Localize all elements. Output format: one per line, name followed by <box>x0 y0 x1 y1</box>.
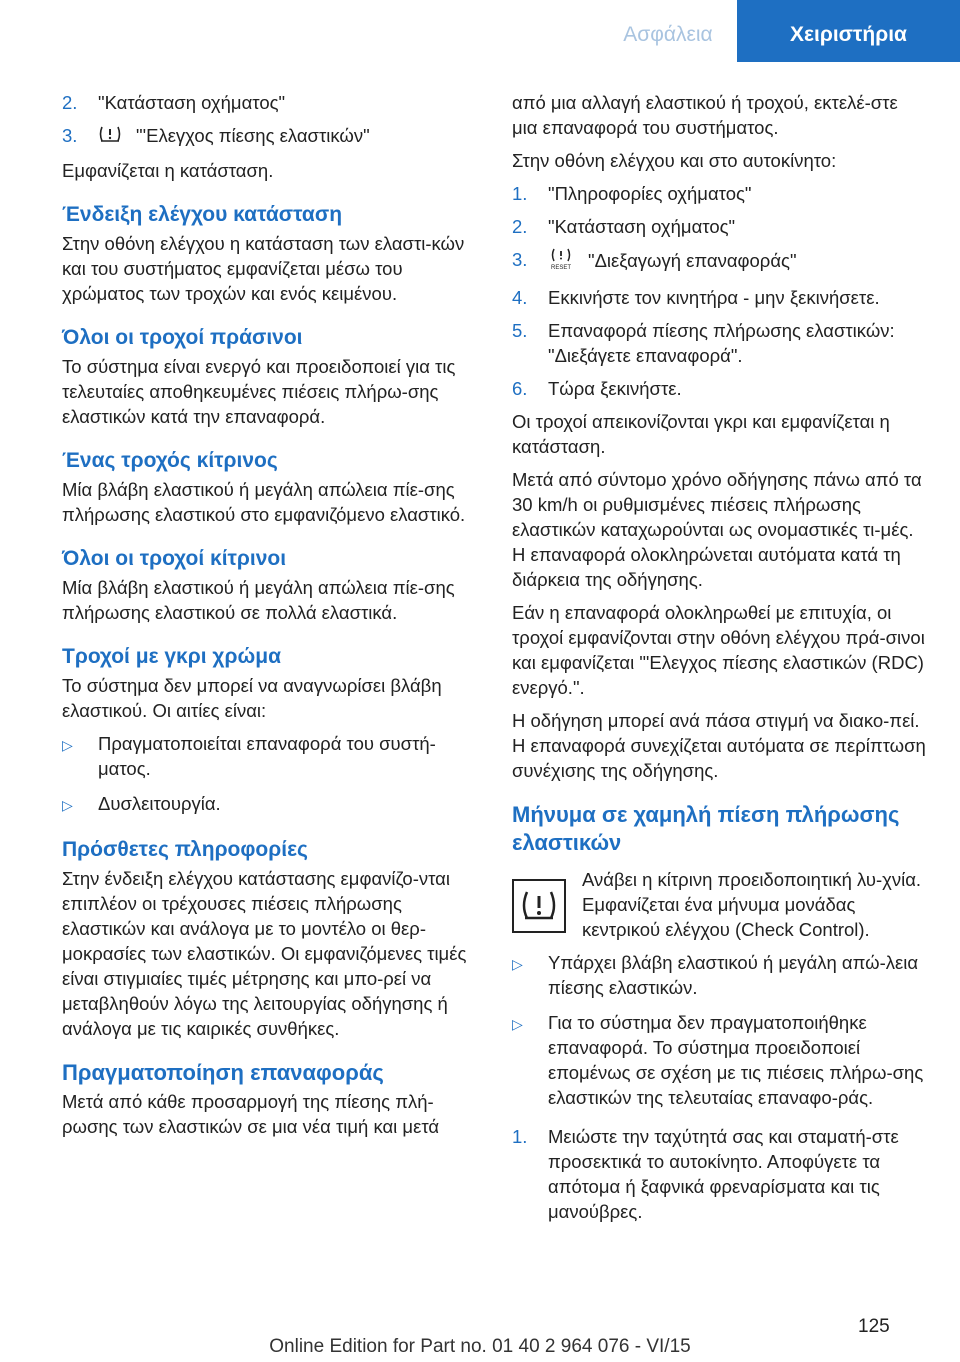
section-title: Ένας τροχός κίτρινος <box>62 449 278 473</box>
bullet-text: Υπάρχει βλάβη ελαστικού ή μεγάλη απώ‐λεια πίεσης ελαστικών. <box>548 952 919 998</box>
footer-text: Online Edition for Part no. 01 40 2 964 076 - VI/15 <box>269 1336 691 1357</box>
bullet-triangle-icon: ▷ <box>62 737 73 754</box>
section-text: Μία βλάβη ελαστικού ή μεγάλη απώλεια πίε‐σης πλήρωσης ελαστικού σε πολλά ελαστικά. <box>62 577 455 624</box>
tire-pressure-icon <box>98 124 122 150</box>
tire-reset-icon <box>548 247 574 277</box>
lead-text: Στην οθόνη ελέγχου και στο αυτοκίνητο: <box>512 150 837 171</box>
list-item <box>62 123 477 150</box>
paragraph: Η οδήγηση μπορεί ανά πάσα στιγμή να διακο‐πεί. Η επαναφορά συνεχίζεται αυτόματα σε περίπτωση συνέχισης της οδήγησης. <box>512 710 926 781</box>
item-number: 1. <box>512 1126 528 1147</box>
item-number: 3. <box>62 125 78 146</box>
paragraph: Οι τροχοί απεικονίζονται γκρι και εμφανίζεται η κατάσταση. <box>512 411 890 457</box>
section-title: Όλοι οι τροχοί πράσινοι <box>62 326 303 350</box>
bullet-text: Για το σύστημα δεν πραγματοποιήθηκε επαναφορά. Το σύστημα προειδοποιεί επομένως σε σχέση με τις πιέσεις πλήρω‐σης ελαστικών της τελευταίας επαναφο‐ράς. <box>548 1012 924 1108</box>
item-text: Εκκινήστε τον κινητήρα - μην ξεκινήσετε. <box>548 287 880 308</box>
warning-message <box>512 867 927 942</box>
section-title: Μήνυμα σε χαμηλή πίεση πλήρωσης ελαστικών <box>512 802 900 855</box>
section-text: Στην οθόνη ελέγχου η κατάσταση των ελαστι‐κών και του συστήματος εμφανίζεται μέσω του χρώματος των τροχών και ενός κειμένου. <box>62 233 465 305</box>
bullet-text: Δυσλειτουργία. <box>98 793 221 815</box>
reset-icon-label: RESET <box>550 265 572 271</box>
item-text: "'Ελεγχος πίεσης ελαστικών" <box>136 125 370 146</box>
tire-warning-icon <box>512 879 566 933</box>
list-item <box>62 731 477 781</box>
item-number: 2. <box>512 216 528 237</box>
section-title: Πρόσθετες πληροφορίες <box>62 838 308 862</box>
paragraph: Μετά από σύντομο χρόνο οδήγησης πάνω από τα 30 km/h οι ρυθμισμένες πιέσεις πλήρωσης ελαστικών καταχωρούνται ως ονομαστικές τι‐μές. Η επαναφορά ολοκληρώνεται αυτόματα κατά τη διάρκεια της οδήγησης. <box>512 469 922 590</box>
bullet-triangle-icon: ▷ <box>512 1016 523 1032</box>
list-item <box>512 376 927 401</box>
item-text: Μειώστε την ταχύτητά σας και σταματή‐στε προσεκτικά το αυτοκίνητο. Αποφύγετε τα απότομα ή ξαφνικά φρεναρίσματα και τις μανούβρες. <box>548 1126 899 1222</box>
warning-text: Ανάβει η κίτρινη προειδοποιητική λυ‐χνία. Εμφανίζεται ένα μήνυμα μονάδας κεντρικού ελέγχου (Check Control). <box>582 869 922 940</box>
tab-safety[interactable]: Ασφάλεια <box>623 23 713 46</box>
section-text: Το σύστημα δεν μπορεί να αναγνωρίσει βλάβη ελαστικού. Οι αιτίες είναι: <box>62 675 442 722</box>
section-text: Μετά από κάθε προσαρμογή της πίεσης πλή‐ρωσης των ελαστικών σε μια νέα τιμή και μετά <box>62 1091 440 1138</box>
item-text: "Διεξαγωγή επαναφοράς" <box>588 249 797 271</box>
list-item <box>512 181 927 206</box>
item-number: 5. <box>512 320 528 341</box>
list-item <box>512 247 927 277</box>
item-text: "Πληροφορίες οχήματος" <box>548 183 752 204</box>
right-column <box>512 90 927 1232</box>
left-column <box>62 90 477 1147</box>
item-number: 1. <box>512 183 528 204</box>
section-text: Στην ένδειξη ελέγχου κατάστασης εμφανίζο‐νται επιπλέον οι τρέχουσες πιέσεις πλήρωσης ελαστικών και ανάλογα με το μοντέλο οι θερ‐μοκρασίες των ελαστικών. Οι εμφανιζόμενες τιμές είναι στιγμιαίες τιμές μέτρησης και μπο‐ρεί να μεταβληθούν λόγω της λειτουργίας οδήγησης ή ανάλογα με τις καιρικές συνθήκες. <box>62 868 467 1040</box>
item-text: Τώρα ξεκινήστε. <box>548 378 682 399</box>
item-number: 2. <box>62 92 78 113</box>
section-title: Πραγματοποίηση επαναφοράς <box>62 1060 384 1086</box>
item-number: 6. <box>512 378 528 399</box>
section-title: Όλοι οι τροχοί κίτρινοι <box>62 547 287 571</box>
list-item <box>512 1010 927 1110</box>
bullet-triangle-icon: ▷ <box>512 956 523 972</box>
list-item <box>512 318 927 368</box>
section-text: Το σύστημα είναι ενεργό και προειδοποιεί για τις τελευταίες αποθηκευμένες πιέσεις πλήρω‐σης ελαστικών κατά την επαναφορά. <box>62 356 456 428</box>
item-text: "Κατάσταση οχήματος" <box>98 92 286 113</box>
list-item <box>512 214 927 239</box>
item-text: "Κατάσταση οχήματος" <box>548 216 736 237</box>
item-text: Επαναφορά πίεσης πλήρωσης ελαστικών: "Διεξάγετε επαναφορά". <box>548 320 895 366</box>
paragraph: Εάν η επαναφορά ολοκληρωθεί με επιτυχία, οι τροχοί εμφανίζονται στην οθόνη ελέγχου πρά‐σινοι και εμφανίζεται "'Ελεγχος πίεσης ελαστικών (RDC) ενεργό.". <box>512 602 925 698</box>
bullet-text: Πραγματοποιείται επαναφορά του συστή‐ματος. <box>98 733 436 780</box>
list-item <box>512 285 927 310</box>
tab-controls[interactable]: Χειριστήρια <box>737 0 960 62</box>
status-line: Εμφανίζεται η κατάσταση. <box>62 160 274 182</box>
list-item <box>512 1124 927 1224</box>
intro-text: από μια αλλαγή ελαστικού ή τροχού, εκτελέ‐στε μια επαναφορά του συστήματος. <box>512 92 898 138</box>
page-header <box>0 0 960 62</box>
bullet-triangle-icon: ▷ <box>62 797 73 814</box>
section-title: Ένδειξη ελέγχου κατάσταση <box>62 203 343 227</box>
item-number: 3. <box>512 249 528 270</box>
list-item <box>62 90 477 115</box>
section-text: Μία βλάβη ελαστικού ή μεγάλη απώλεια πίε‐σης πλήρωσης ελαστικού στο εμφανιζόμενο ελαστικό. <box>62 479 466 526</box>
list-item <box>62 791 477 818</box>
list-item <box>512 950 927 1000</box>
item-number: 4. <box>512 287 528 308</box>
page-number: 125 <box>858 1316 890 1337</box>
section-title: Τροχοί με γκρι χρώμα <box>62 645 281 669</box>
